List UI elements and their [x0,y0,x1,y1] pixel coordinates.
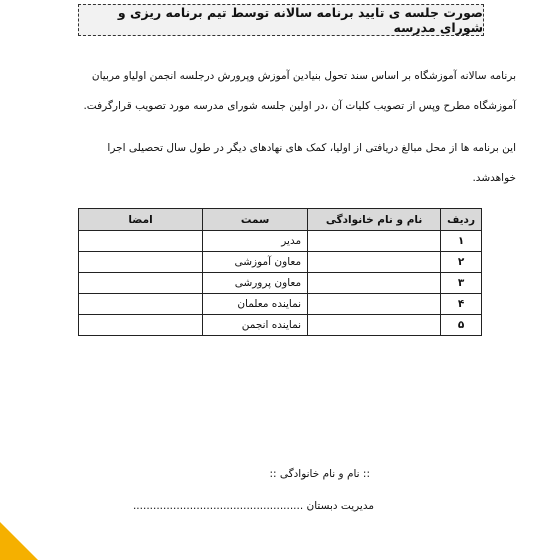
document-title: صورت جلسه ی تایید برنامه سالانه توسط تیم برنامه ریزی و شورای مدرسه [117,5,483,35]
row-name [308,294,441,315]
table-row [79,294,482,315]
row-name [308,315,441,336]
corner-decoration [0,522,38,560]
row-sign [79,273,203,294]
row-role: نماینده انجمن [203,315,308,336]
body-line-1: برنامه سالانه آموزشگاه بر اساس سند تحول بنیادین آموزش وپرورش درجلسه انجمن اولیاو مربیان [91,70,516,82]
table-row [79,252,482,273]
table-header-row [79,209,482,231]
row-name [308,273,441,294]
table-row [79,273,482,294]
body-line-2: آموزشگاه مطرح وپس از تصویب کلیات آن ،در اولین جلسه شورای مدرسه مورد تصویب قرارگرفت. [83,100,516,112]
row-name [308,252,441,273]
row-sign [79,315,203,336]
table-row [79,315,482,336]
header-name: نام و نام خانوادگی [308,209,441,231]
body-line-3: این برنامه ها از محل مبالغ دریافتی از اولیا، کمک های نهادهای دیگر در طول سال تحصیلی اجرا [107,142,516,154]
table-row [79,231,482,252]
signature-line: مدیریت دبستان ................................................... [132,500,374,512]
row-name [308,231,441,252]
row-role: معاون آموزشی [203,252,308,273]
body-line-4: خواهدشد. [472,172,516,184]
row-sign [79,231,203,252]
row-role: نماینده معلمان [203,294,308,315]
header-role: سمت [203,209,308,231]
row-role: مدیر [203,231,308,252]
row-sign [79,252,203,273]
name-label: :: نام و نام خانوادگی :: [269,468,370,480]
row-idx: ۱ [441,231,482,252]
row-idx: ۴ [441,294,482,315]
title-box [78,4,484,36]
members-table [78,208,482,336]
row-sign [79,294,203,315]
row-role: معاون پرورشی [203,273,308,294]
header-idx: ردیف [441,209,482,231]
row-idx: ۳ [441,273,482,294]
row-idx: ۵ [441,315,482,336]
header-sign: امضا [79,209,203,231]
row-idx: ۲ [441,252,482,273]
